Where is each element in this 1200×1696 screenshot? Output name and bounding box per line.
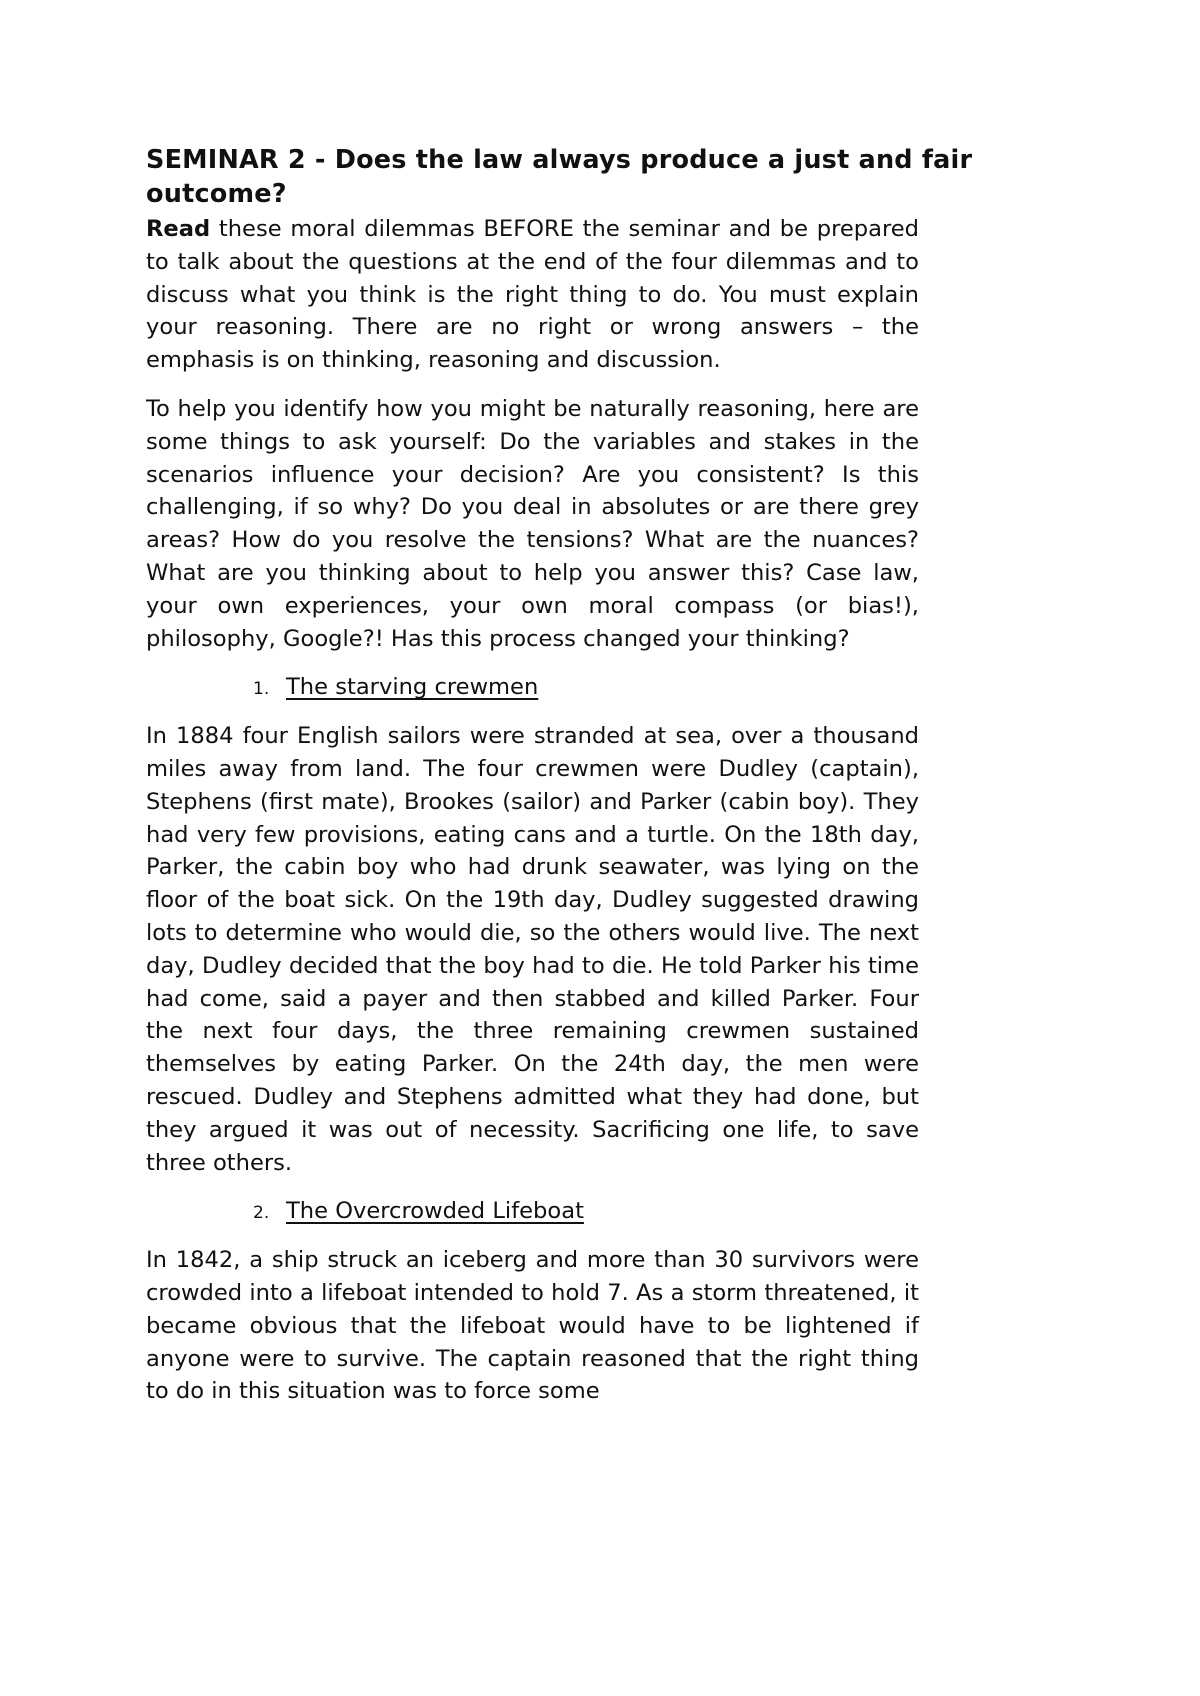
section-heading-overcrowded-lifeboat [146,1195,1076,1230]
section-paragraph-starving-crewmen: In 1884 four English sailors were stranded at sea, over a thousand miles away from land. The four crewmen were Dudley (captain), Stephens (first mate), Brookes (sailor) and Parker (cabin boy). They had very few provisions, eating cans and a turtle. On the 18th day, Parker, the cabin boy who had drunk seawater, was lying on the floor of the boat sick. On the 19th day, Dudley suggested drawing lots to determine who would die, so the others would live. The next day, Dudley decided that the boy had to die. He told Parker his time had come, said a payer and then stabbed and killed Parker. Four the next four days, the three remaining crewmen sustained themselves by eating Parker. On the 24th day, the men were rescued. Dudley and Stephens admitted what they had done, but they argued it was out of necessity. Sacrificing one life, to save three others. [146,723,919,1176]
section-number: 2. [253,1203,270,1224]
intro-text: these moral dilemmas BEFORE the seminar and be prepared to talk about the questions at the end of the four dilemmas and to discuss what you think is the right thing to do. You must explain your reasoning. There are no right or wrong answers – the emphasis is on thinking, reasoning and discussion. [146,216,919,374]
intro-paragraph [146,213,919,377]
section-heading-starving-crewmen [146,671,1076,706]
page-title: SEMINAR 2 - Does the law always produce a just and fair outcome? [146,145,973,209]
section-title: The Overcrowded Lifeboat [286,1198,584,1225]
section-number: 1. [253,679,270,700]
intro-lead-word: Read [146,216,211,242]
section-title: The starving crewmen [286,674,539,701]
section-paragraph-overcrowded-lifeboat: In 1842, a ship struck an iceberg and more than 30 survivors were crowded into a lifeboat intended to hold 7. As a storm threatened, it became obvious that the lifeboat would have to be lightened if anyone were to survive. The captain reasoned that the right thing to do in this situation was to force some [146,1247,919,1405]
document-page [146,143,1076,1408]
guidance-paragraph: To help you identify how you might be naturally reasoning, here are some things to ask yourself: Do the variables and stakes in the scenarios influence your decision? Are you consistent? Is this challenging, if so why? Do you deal in absolutes or are there grey areas? How do you resolve the tensions? What are the nuances? What are you thinking about to help you answer this? Case law, your own experiences, your own moral compass (or bias!), philosophy, Google?! Has this process changed your thinking? [146,395,919,652]
